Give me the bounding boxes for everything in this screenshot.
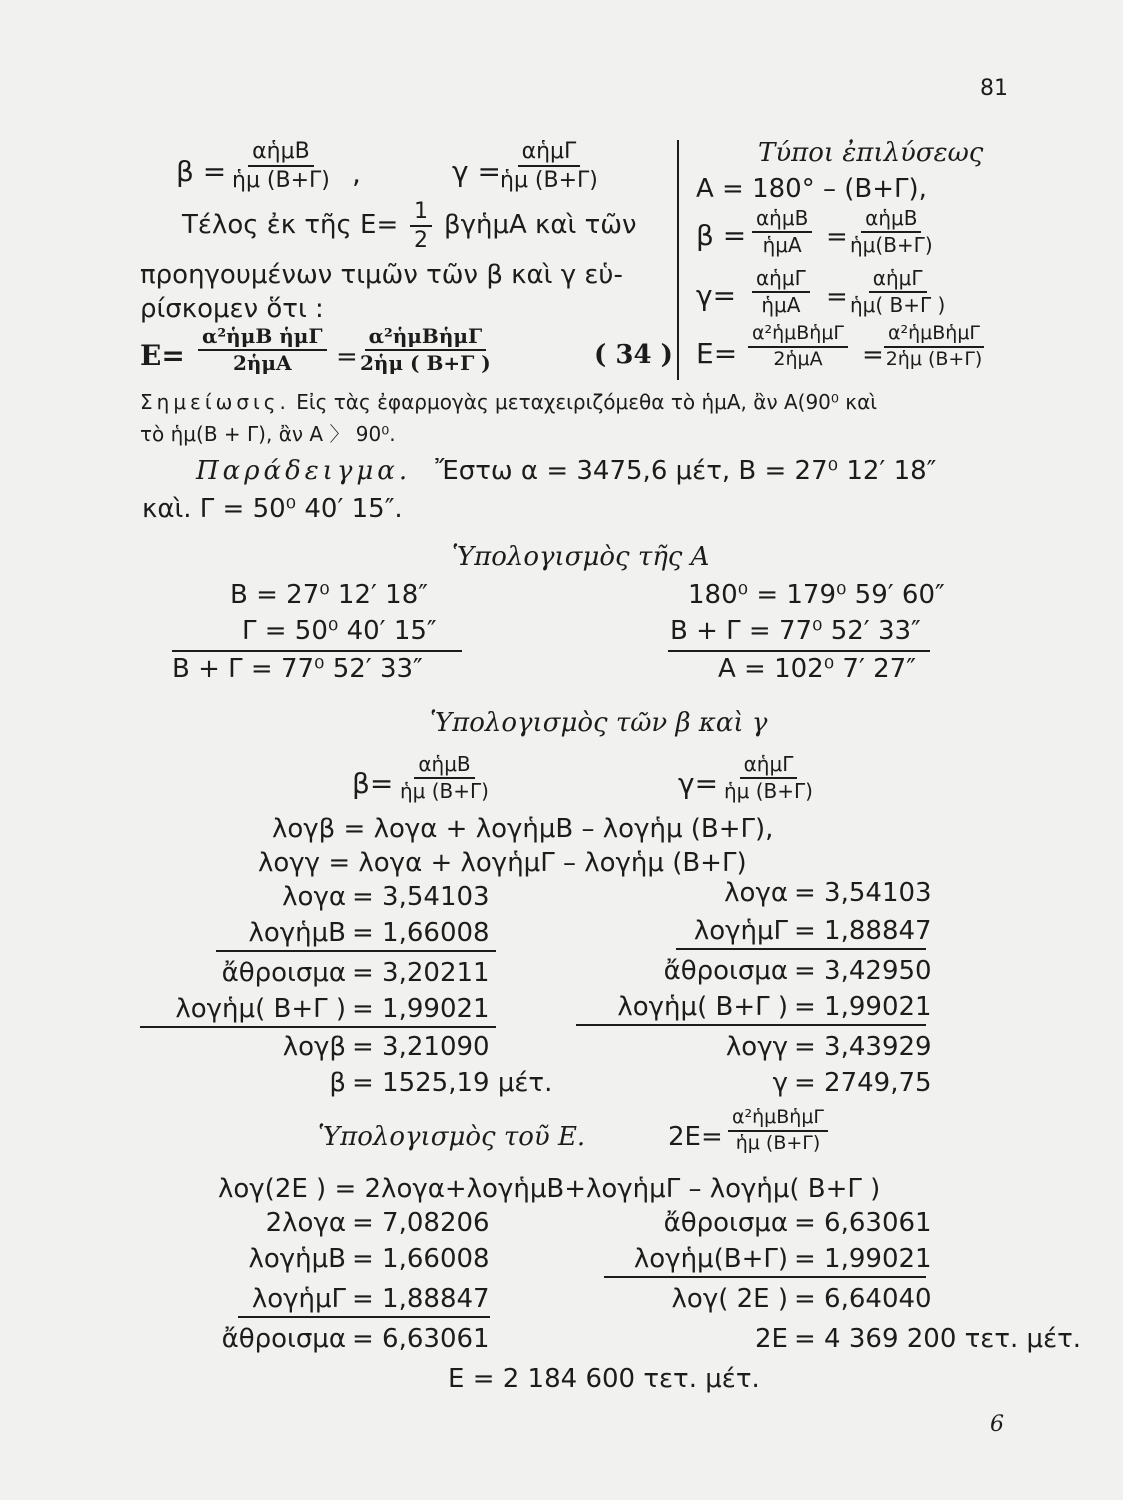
bg-left-value-1: = 1,66008 [352, 918, 490, 948]
E-left-label-0: 2λογα [265, 1208, 346, 1238]
bg-right-value-5: = 2749,75 [794, 1068, 932, 1098]
calc-A-left-rule [172, 650, 462, 652]
r-beta-num-1: αἡμΒ [752, 208, 812, 233]
calc-E-main: λογ(2Ε ) = 2λογα+λογἡμΒ+λογἡμΓ – λογἡμ( Β+Γ ) [218, 1174, 881, 1204]
find-line: ρίσκομεν ὅτι : [140, 294, 324, 324]
r-beta-eq: = [826, 222, 848, 252]
E-left-value-0: = 7,08206 [352, 1208, 490, 1238]
bg-right-label-0: λογα [724, 878, 788, 908]
E-left-value-3: = 6,63061 [352, 1324, 490, 1354]
calc-A-result: Α = 102⁰ 7′ 27″ [718, 654, 916, 684]
gamma-lhs: γ = [452, 155, 501, 188]
bg-left-label-4: λογβ [282, 1032, 346, 1062]
r-gamma-eq: = [826, 282, 848, 312]
r-beta-fraction-2 [850, 208, 933, 256]
log-beta-formula: λογβ = λογα + λογἡμΒ – λογἡμ (Β+Γ), [272, 814, 774, 844]
signature-number: 6 [990, 1412, 1004, 1437]
bg-right-value-4: = 3,43929 [794, 1032, 932, 1062]
E-right-value-3: = 4 369 200 τετ. μέτ. [794, 1324, 1082, 1354]
r-gamma-num-2: αἡμΓ [869, 268, 927, 293]
E-fraction-1 [198, 326, 327, 374]
half-num: 1 [410, 200, 432, 227]
calc-A-180: 180⁰ = 179⁰ 59′ 60″ [688, 580, 945, 610]
bg-left-value-0: = 3,54103 [352, 882, 490, 912]
gamma-num: αἡμΓ [518, 140, 581, 167]
final-area: Ε = 2 184 600 τετ. μέτ. [448, 1364, 760, 1394]
E-right-value-0: = 6,63061 [794, 1208, 932, 1238]
prev-line: προηγουμένων τιμῶν τῶν β καὶ γ εὑ- [140, 260, 623, 290]
calc-A-BG: Β + Γ = 77⁰ 52′ 33″ [172, 654, 423, 684]
bg-left-label-2: ἄθροισμα [221, 958, 346, 988]
bg-right-rule-1 [676, 948, 926, 950]
r-E-fraction-1 [748, 324, 848, 370]
half-fraction [410, 200, 432, 252]
note-text-1: Εἰς τὰς ἐφαρμογὰς μεταχειριζόμεθα τὸ ἡμΑ, ἂν Α(90⁰ καὶ [296, 390, 878, 414]
example-label: Παράδειγμα. [196, 456, 412, 486]
calc-gamma-den: ἡμ (Β+Γ) [724, 779, 813, 803]
E-right-rule [604, 1276, 926, 1278]
calc-beta-num: αἡμΒ [414, 754, 474, 779]
example-text-1: Ἔστω α = 3475,6 μέτ, Β = 27⁰ 12′ 18″ [435, 456, 937, 486]
bg-left-value-2: = 3,20211 [352, 958, 490, 988]
A-formula: Α = 180° – (Β+Γ), [696, 174, 927, 204]
note-line-1 [140, 392, 877, 412]
bg-right-label-1: λογἡμΓ [693, 916, 788, 946]
half-den: 2 [414, 228, 428, 254]
finally-pre: Τέλος ἐκ τῆς Ε= [182, 210, 399, 240]
r-E-fraction-2 [884, 324, 984, 370]
calc-E-lhs: 2Ε= [668, 1122, 723, 1152]
bg-left-label-1: λογἡμΒ [248, 918, 346, 948]
calc-A-B: Β = 27⁰ 12′ 18″ [230, 580, 428, 610]
r-gamma-den-1: ἡμΑ [761, 293, 801, 317]
E-den-2: 2ἡμ ( Β+Γ ) [360, 351, 491, 375]
E-den-1: 2ἡμΑ [232, 351, 292, 375]
E-right-label-3: 2Ε [755, 1324, 788, 1354]
formulas-title: Τύποι ἐπιλύσεως [758, 138, 984, 168]
beta-den: ἡμ (Β+Γ) [232, 168, 330, 194]
r-gamma-den-2: ἡμ( Β+Γ ) [850, 293, 946, 317]
beta-lhs: β = [176, 155, 227, 188]
calc-gamma-fraction [724, 754, 813, 802]
bg-left-value-3: = 1,99021 [352, 994, 490, 1024]
bg-left-label-5: β [329, 1068, 346, 1098]
E-lhs: Ε= [140, 339, 185, 372]
r-gamma-num-1: αἡμΓ [752, 268, 810, 293]
bg-right-label-4: λογγ [725, 1032, 788, 1062]
example-line-1 [196, 458, 936, 484]
beta-num: αἡμΒ [248, 140, 314, 167]
calc-A-G: Γ = 50⁰ 40′ 15″ [242, 616, 437, 646]
E-left-value-2: = 1,88847 [352, 1284, 490, 1314]
r-beta-den-2: ἡμ(Β+Γ) [850, 233, 933, 257]
E-left-rule [238, 1316, 490, 1318]
E-right-label-1: λογἡμ(Β+Γ) [633, 1244, 788, 1274]
calc-gamma-num: αἡμΓ [740, 754, 798, 779]
r-E-den-2: 2ἡμ (Β+Γ) [885, 347, 983, 370]
E-right-label-2: λογ( 2Ε ) [671, 1284, 788, 1314]
r-gamma-fraction-1 [752, 268, 810, 316]
r-E-lhs: Ε= [696, 337, 738, 370]
calc-bg-title: Ὑπολογισμὸς τῶν β καὶ γ [430, 708, 768, 738]
bg-left-value-5: = 1525,19 μέτ. [352, 1068, 553, 1098]
log-gamma-formula: λογγ = λογα + λογἡμΓ – λογἡμ (Β+Γ) [258, 848, 747, 878]
r-beta-num-2: αἡμΒ [861, 208, 921, 233]
bg-right-value-0: = 3,54103 [794, 878, 932, 908]
beta-fraction [232, 140, 330, 192]
E-right-label-0: ἄθροισμα [663, 1208, 788, 1238]
E-eq: = [336, 342, 358, 372]
calc-beta-fraction [400, 754, 489, 802]
finally-post: βγἡμΑ καὶ τῶν [444, 210, 637, 240]
bg-right-label-2: ἄθροισμα [663, 956, 788, 986]
page-number: 81 [980, 76, 1008, 101]
calc-E-den: ἡμ (Β+Γ) [735, 1131, 821, 1154]
r-beta-den-1: ἡμΑ [762, 233, 802, 257]
bg-right-value-3: = 1,99021 [794, 992, 932, 1022]
calc-A-title: Ὑπολογισμὸς τῆς Α [452, 542, 710, 572]
E-num-2: α²ἡμΒἡμΓ [365, 326, 487, 351]
r-beta-fraction-1 [752, 208, 812, 256]
r-gamma-lhs: γ= [696, 279, 737, 312]
gamma-den: ἡμ (Β+Γ) [500, 168, 598, 194]
bg-right-value-1: = 1,88847 [794, 916, 932, 946]
calc-beta-den: ἡμ (Β+Γ) [400, 779, 489, 803]
bg-left-value-4: = 3,21090 [352, 1032, 490, 1062]
note-text-2: τὸ ἡμ(Β + Γ), ἂν Α 〉 90⁰. [140, 422, 396, 446]
example-text-2: καὶ. Γ = 50⁰ 40′ 15″. [142, 494, 403, 524]
calc-A-rBG: Β + Γ = 77⁰ 52′ 33″ [670, 616, 921, 646]
calc-E-title: Ὑπολογισμὸς τοῦ Ε. [318, 1122, 586, 1152]
calc-E-fraction [728, 1108, 828, 1154]
bg-left-rule-1 [216, 950, 496, 952]
bg-right-rule-2 [576, 1024, 926, 1026]
calc-A-right-rule [668, 650, 930, 652]
r-E-eq: = [862, 340, 884, 370]
E-left-label-1: λογἡμΒ [248, 1244, 346, 1274]
r-E-num-1: α²ἡμΒἡμΓ [748, 324, 848, 348]
column-divider [677, 140, 679, 380]
bg-right-label-5: γ [772, 1068, 788, 1098]
E-left-label-2: λογἡμΓ [251, 1284, 346, 1314]
note-label: Σημείωσις. [140, 390, 290, 414]
gamma-fraction [500, 140, 598, 192]
E-fraction-2 [360, 326, 491, 374]
calc-gamma-lhs: γ= [678, 767, 719, 800]
r-beta-lhs: β = [696, 219, 747, 252]
calc-beta-lhs: β= [352, 767, 394, 800]
E-right-value-2: = 6,64040 [794, 1284, 932, 1314]
E-left-label-3: ἄθροισμα [221, 1324, 346, 1354]
bg-left-label-0: λογα [282, 882, 346, 912]
beta-comma: , [352, 157, 361, 190]
calc-E-num: α²ἡμΒἡμΓ [728, 1108, 828, 1132]
bg-right-value-2: = 3,42950 [794, 956, 932, 986]
bg-left-rule-2 [140, 1026, 496, 1028]
E-left-value-1: = 1,66008 [352, 1244, 490, 1274]
r-E-den-1: 2ἡμΑ [773, 347, 823, 370]
r-E-num-2: α²ἡμΒἡμΓ [884, 324, 984, 348]
bg-right-label-3: λογἡμ( Β+Γ ) [617, 992, 788, 1022]
r-gamma-fraction-2 [850, 268, 945, 316]
equation-number: ( 34 ) [594, 340, 673, 370]
E-right-value-1: = 1,99021 [794, 1244, 932, 1274]
E-num-1: α²ἡμΒ ἡμΓ [198, 326, 327, 351]
bg-left-label-3: λογἡμ( Β+Γ ) [175, 994, 346, 1024]
